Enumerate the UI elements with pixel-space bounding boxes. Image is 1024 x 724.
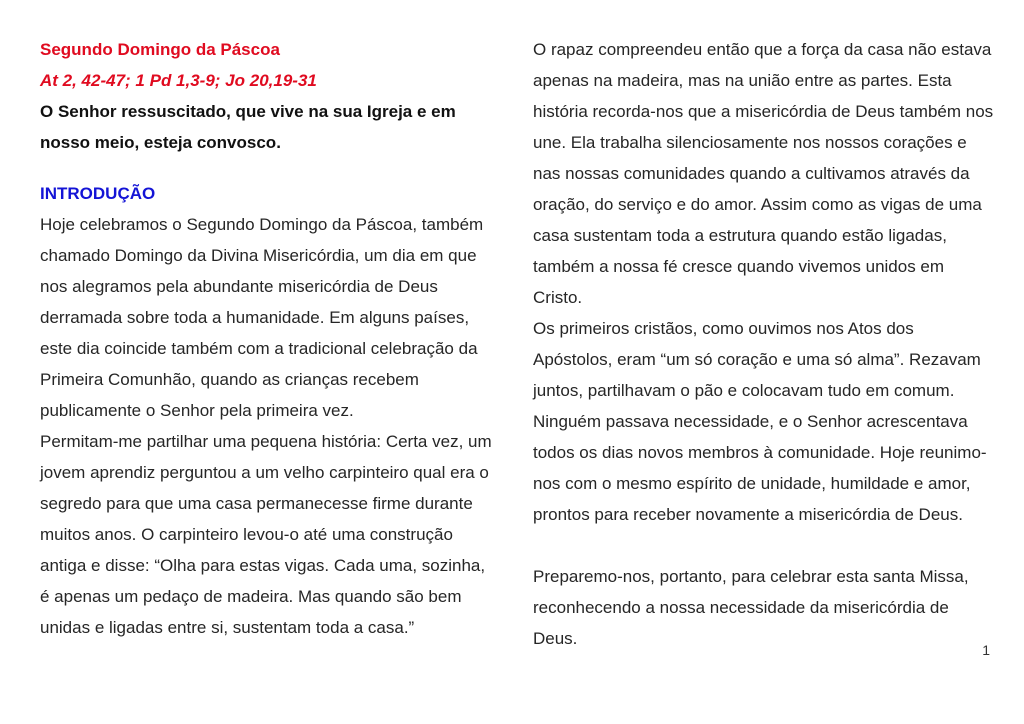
document-title: Segundo Domingo da Páscoa (40, 40, 280, 59)
paragraph: Preparemo-nos, portanto, para celebrar esta santa Missa, reconhecendo a nossa necessidade da misericórdia de Deus. (533, 567, 969, 648)
page-number: 1 (982, 642, 990, 658)
paragraph: Permitam-me partilhar uma pequena história: Certa vez, um jovem aprendiz perguntou a um velho carpinteiro qual era o segredo para que uma casa permanecesse firme durante muitos anos. O carpinteiro levou-o até uma construção antiga e disse: “Olha para estas vigas. Cada uma, sozinha, é apenas um pedaço de madeira. Mas quando são bem unidas e ligadas entre si, sustentam toda a casa.” (40, 432, 492, 637)
right-column (533, 34, 995, 654)
section-heading-introducao: INTRODUÇÃO (40, 184, 156, 203)
scripture-readings: At 2, 42-47; 1 Pd 1,3-9; Jo 20,19-31 (40, 71, 317, 90)
left-column (40, 34, 495, 643)
paragraph: O rapaz compreendeu então que a força da casa não estava apenas na madeira, mas na união entre as partes. Esta história recorda-nos que a misericórdia de Deus também nos une. Ela trabalha silenciosamente nos nossos corações e nas nossas comunidades quando a cultivamos através da oração, do serviço e do amor. Assim como as vigas de uma casa sustentam toda a estrutura quando estão ligadas, também a nossa fé cresce quando vivemos unidos em Cristo. (533, 40, 994, 307)
document-subtitle: O Senhor ressuscitado, que vive na sua Igreja e em nosso meio, esteja convosco. (40, 102, 456, 152)
paragraph: Os primeiros cristãos, como ouvimos nos Atos dos Apóstolos, eram “um só coração e uma só alma”. Rezavam juntos, partilhavam o pão e colocavam tudo em comum. Ninguém passava necessidade, e o Senhor acrescentava todos os dias novos membros à comunidade. Hoje reunimo-nos com o mesmo espírito de unidade, humildade e amor, prontos para receber novamente a misericórdia de Deus. (533, 319, 987, 524)
paragraph: Hoje celebramos o Segundo Domingo da Páscoa, também chamado Domingo da Divina Misericórdia, um dia em que nos alegramos pela abundante misericórdia de Deus derramada sobre toda a humanidade. Em alguns países, este dia coincide também com a tradicional celebração da Primeira Comunhão, quando as crianças recebem publicamente o Senhor pela primeira vez. (40, 215, 484, 420)
